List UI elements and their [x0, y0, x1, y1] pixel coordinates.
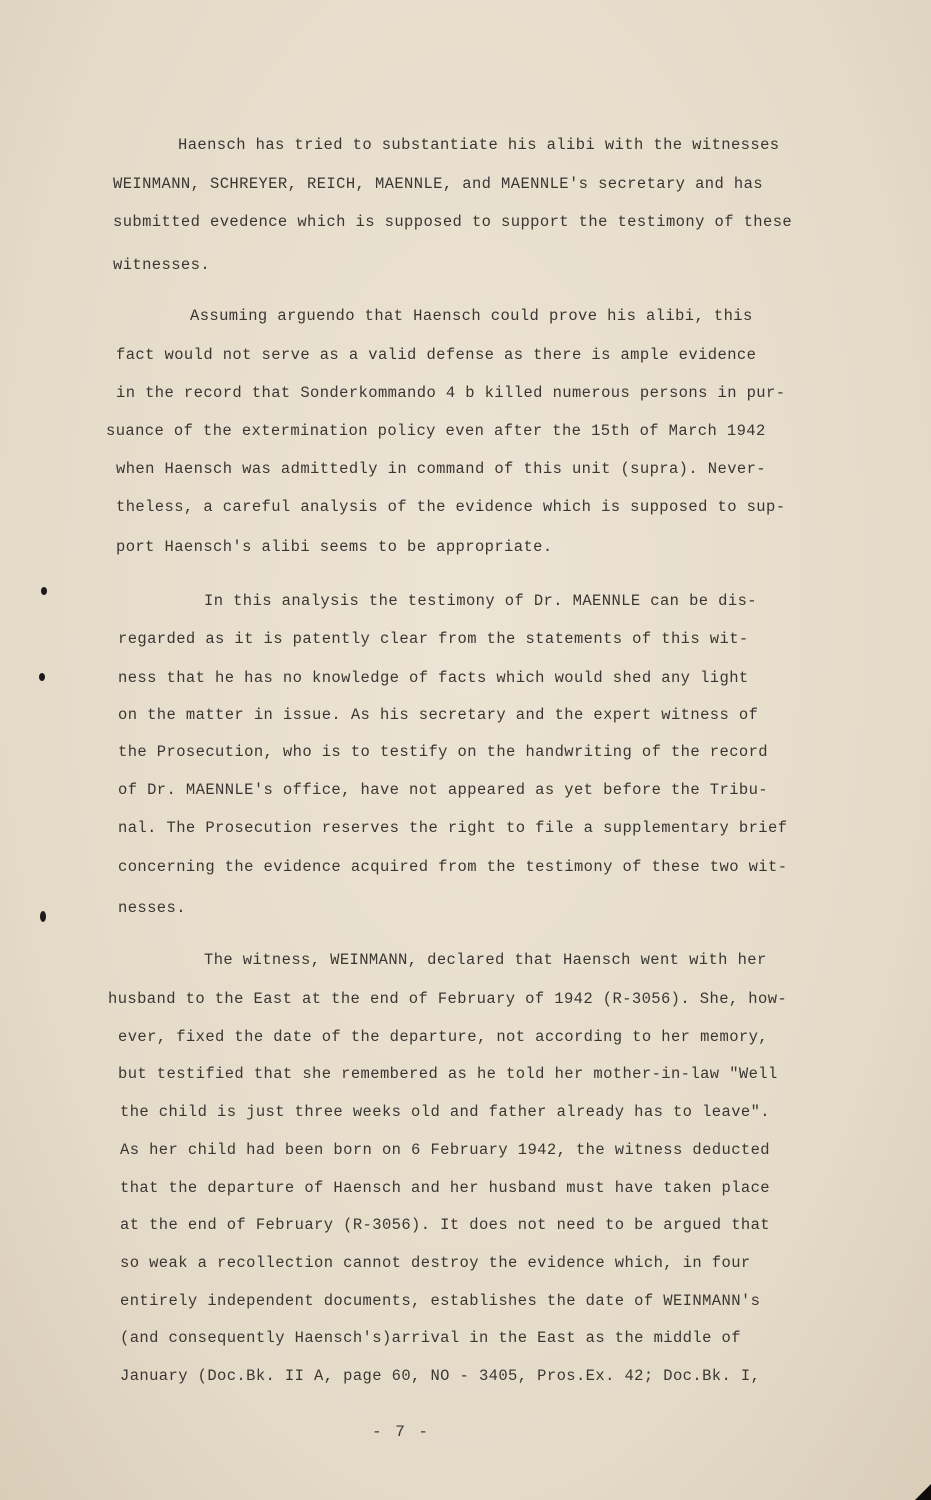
- binder-mark: [39, 673, 45, 681]
- text-line: fact would not serve as a valid defense as there is ample evidence: [116, 346, 757, 364]
- text-line: Haensch has tried to substantiate his alibi with the witnesses: [178, 136, 780, 154]
- text-line: so weak a recollection cannot destroy the evidence which, in four: [120, 1254, 751, 1272]
- page-corner: [915, 1484, 931, 1500]
- text-line: on the matter in issue. As his secretary and the expert witness of: [118, 706, 759, 724]
- text-line: As her child had been born on 6 February 1942, the witness deducted: [120, 1141, 771, 1159]
- text-line: The witness, WEINMANN, declared that Haensch went with her: [204, 951, 767, 969]
- text-line: submitted evedence which is supposed to support the testimony of these: [113, 213, 793, 231]
- binder-mark: [41, 587, 47, 595]
- binder-mark: [40, 911, 46, 922]
- text-line: nal. The Prosecution reserves the right to file a supplementary brief: [118, 819, 788, 837]
- text-line: at the end of February (R-3056). It does not need to be argued that: [120, 1216, 771, 1234]
- text-line: in the record that Sonderkommando 4 b killed numerous persons in pur-: [116, 384, 786, 402]
- text-line: witnesses.: [113, 256, 211, 274]
- text-line: the Prosecution, who is to testify on the handwriting of the record: [118, 743, 769, 761]
- text-line: In this analysis the testimony of Dr. MAENNLE can be dis-: [204, 592, 757, 610]
- page-number: - 7 -: [372, 1423, 431, 1441]
- text-line: that the departure of Haensch and her husband must have taken place: [120, 1179, 771, 1197]
- text-line: when Haensch was admittedly in command of this unit (supra). Never-: [116, 460, 767, 478]
- text-line: Assuming arguendo that Haensch could prove his alibi, this: [190, 307, 753, 325]
- text-line: nesses.: [118, 899, 186, 917]
- text-line: entirely independent documents, establishes the date of WEINMANN's: [120, 1292, 761, 1310]
- text-line: suance of the extermination policy even after the 15th of March 1942: [106, 422, 766, 440]
- text-line: of Dr. MAENNLE's office, have not appeared as yet before the Tribu-: [118, 781, 769, 799]
- text-line: (and consequently Haensch's)arrival in the East as the middle of: [120, 1329, 741, 1347]
- text-line: regarded as it is patently clear from the statements of this wit-: [118, 630, 749, 648]
- text-line: ever, fixed the date of the departure, not according to her memory,: [118, 1028, 769, 1046]
- text-line: concerning the evidence acquired from the testimony of these two wit-: [118, 858, 788, 876]
- text-line: the child is just three weeks old and father already has to leave".: [120, 1103, 771, 1121]
- text-line: theless, a careful analysis of the evidence which is supposed to sup-: [116, 498, 786, 516]
- text-line: WEINMANN, SCHREYER, REICH, MAENNLE, and MAENNLE's secretary and has: [113, 175, 764, 193]
- text-line: but testified that she remembered as he told her mother-in-law "Well: [118, 1065, 778, 1083]
- text-line: port Haensch's alibi seems to be appropriate.: [116, 538, 553, 556]
- text-line: January (Doc.Bk. II A, page 60, NO - 3405, Pros.Ex. 42; Doc.Bk. I,: [120, 1367, 761, 1385]
- text-line: husband to the East at the end of February of 1942 (R-3056). She, how-: [108, 990, 788, 1008]
- text-line: ness that he has no knowledge of facts which would shed any light: [118, 669, 749, 687]
